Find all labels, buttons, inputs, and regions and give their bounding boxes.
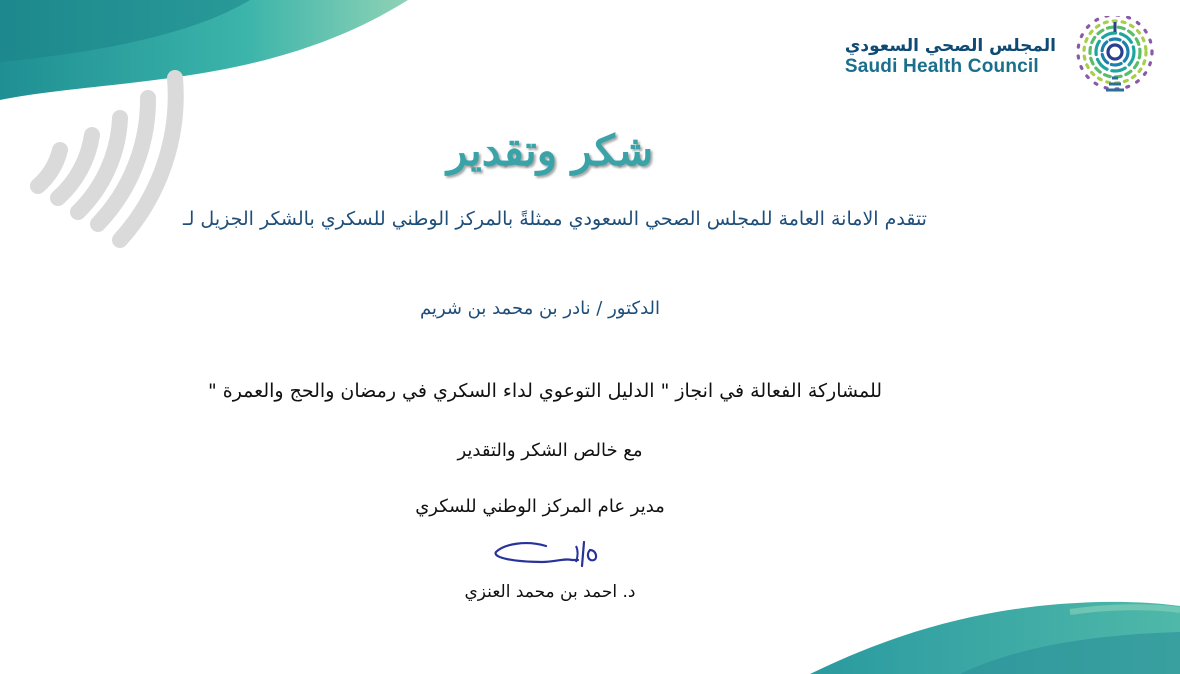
certificate-title: شكر وتقدير [446,126,654,175]
top-left-wave-dark [0,0,250,62]
logo-arabic-name: المجلس الصحي السعودي [844,36,1056,56]
bottom-right-wave-light [960,632,1180,674]
council-emblem-icon [1070,16,1160,98]
signer-name: د. احمد بن محمد العنزي [464,582,636,602]
handwritten-signature [486,536,606,578]
signer-title: مدير عام المركز الوطني للسكري [415,496,665,517]
participation-reason: للمشاركة الفعالة في انجاز " الدليل التوعوي لداء السكري في رمضان والحج والعمرة " [207,380,883,402]
gray-arcs [38,78,176,240]
recipient-name: الدكتور / نادر بن محمد بن شريم [419,298,661,319]
logo-english-name: Saudi Health Council [844,56,1039,77]
intro-text: تتقدم الامانة العامة للمجلس الصحي السعودي ممثلةً بالمركز الوطني للسكري بالشكر الجزيل لـ [183,208,927,230]
bottom-right-wave [810,602,1180,674]
closing-text: مع خالص الشكر والتقدير [457,440,643,461]
top-left-wave [0,0,408,100]
saudi-health-council-logo [845,16,1160,98]
